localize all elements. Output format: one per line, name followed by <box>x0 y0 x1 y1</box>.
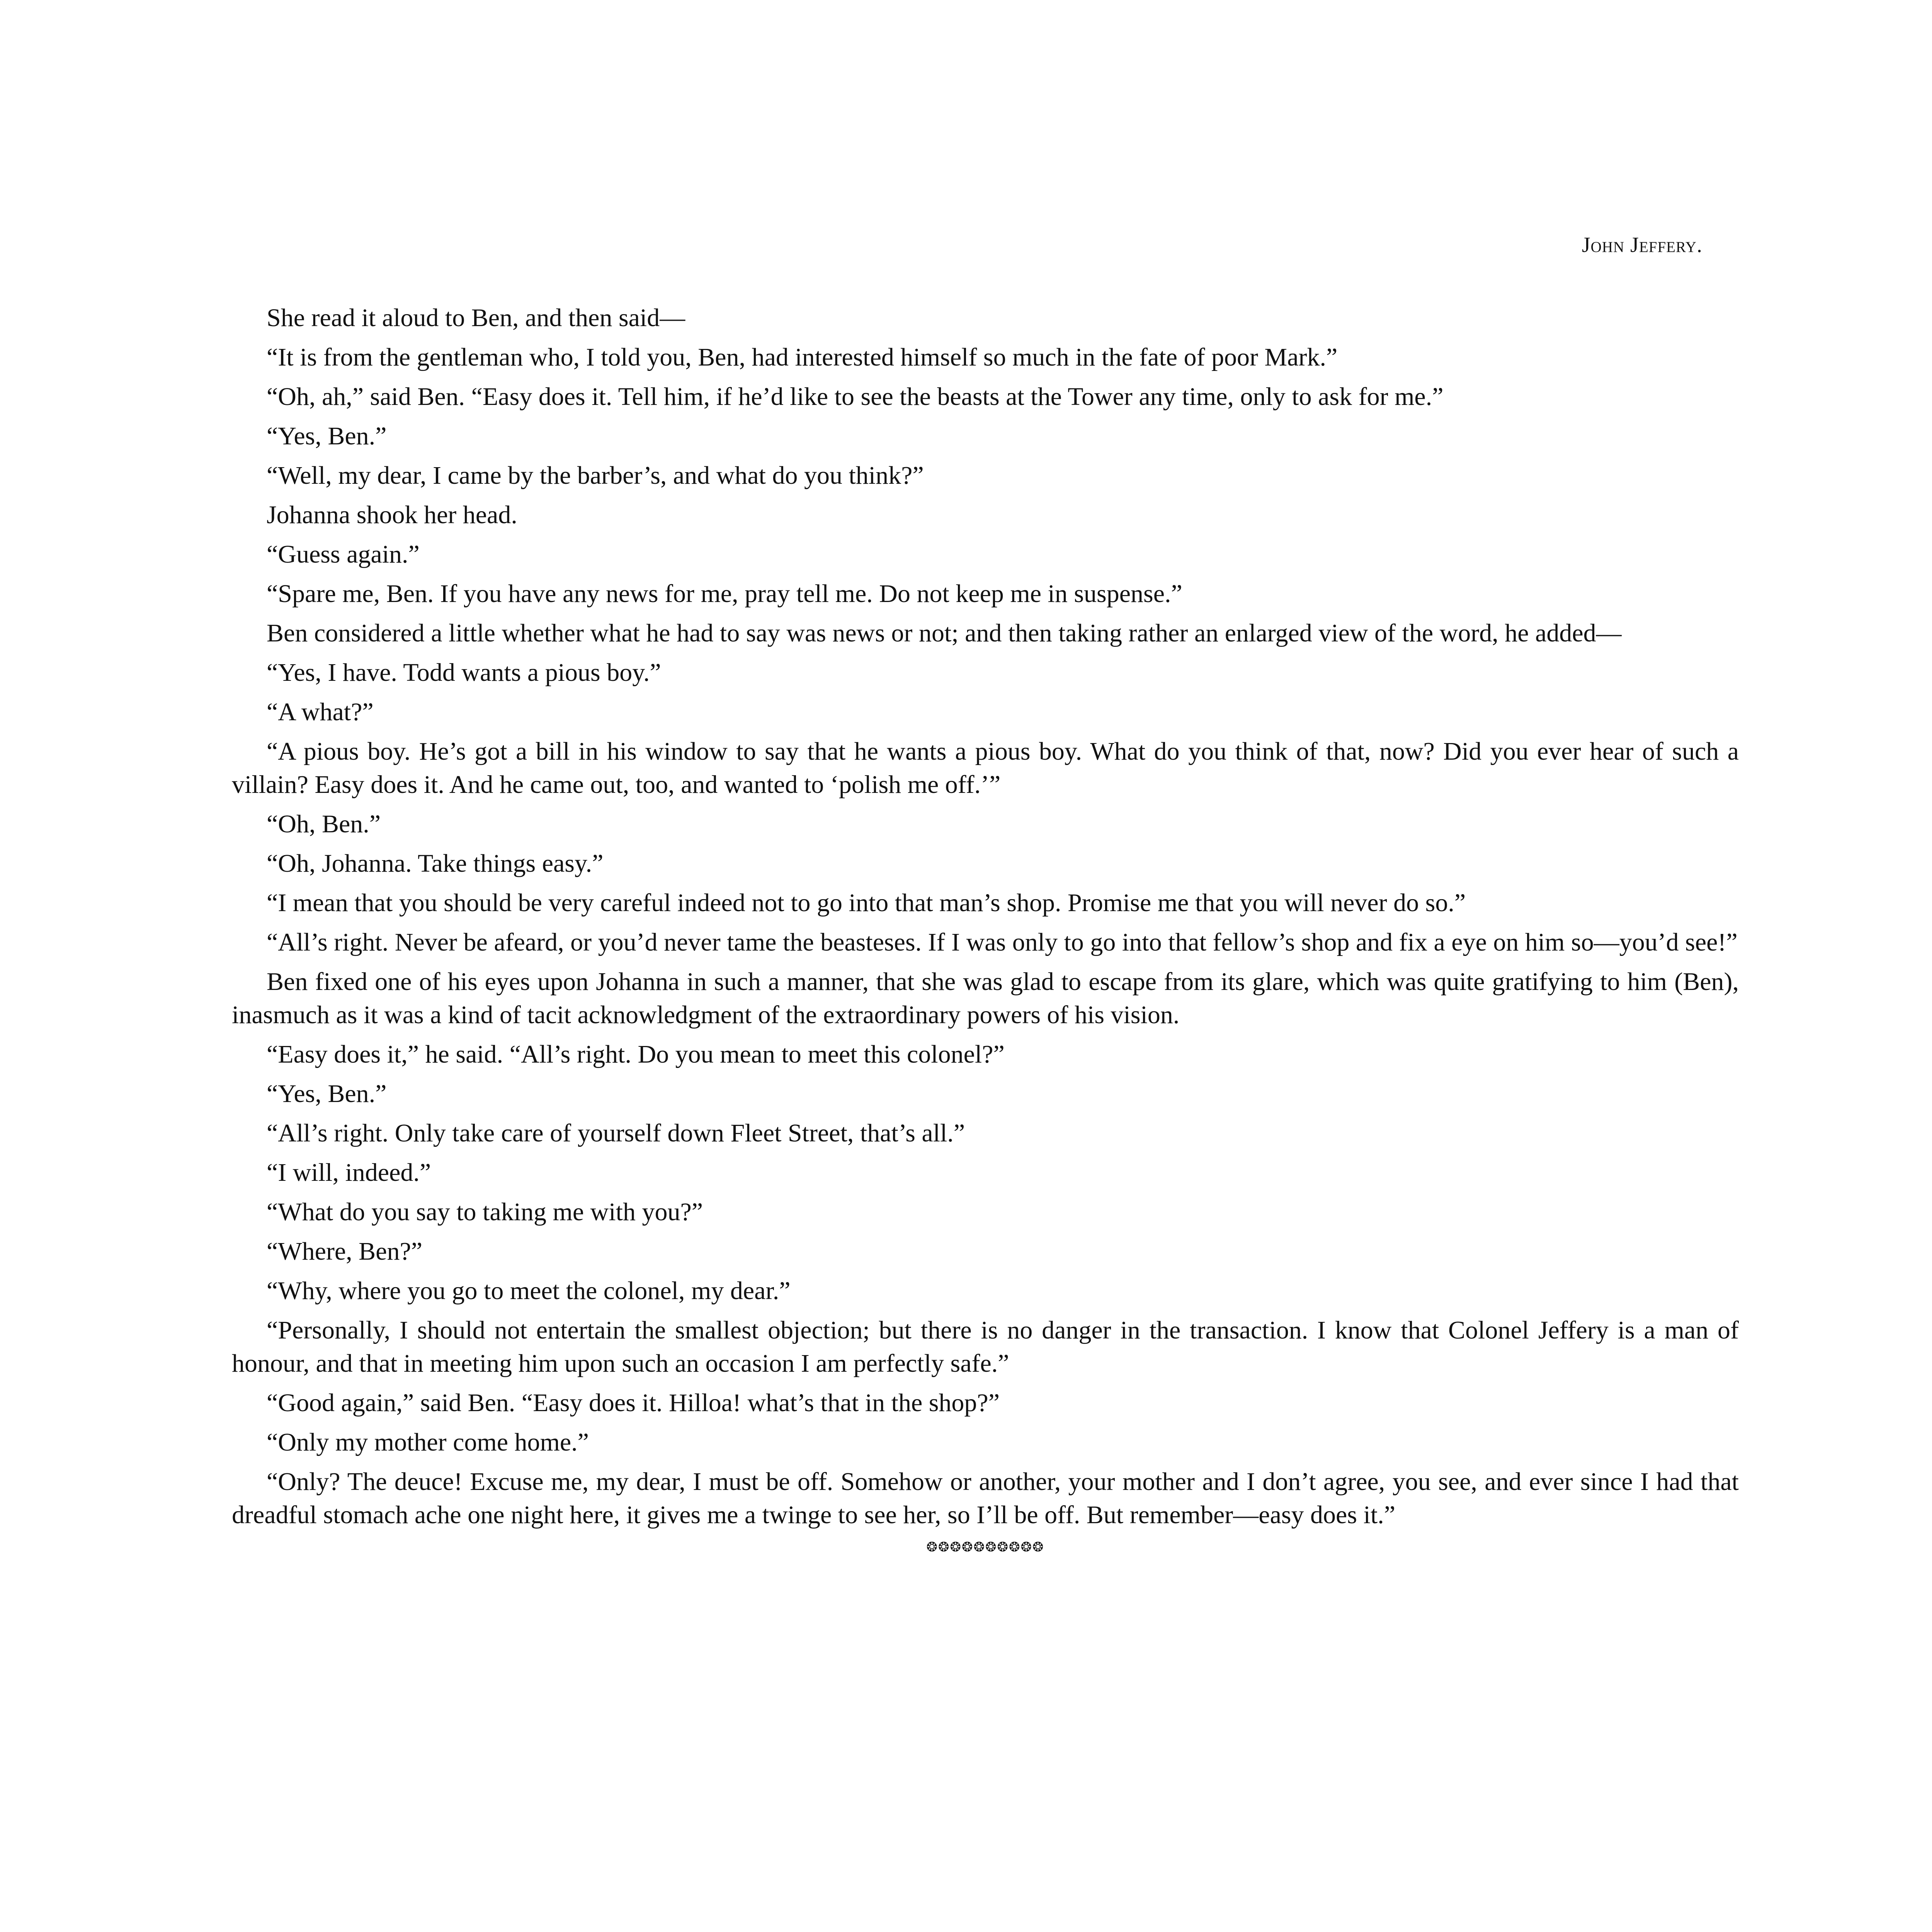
paragraph: “Good again,” said Ben. “Easy does it. Hilloa! what’s that in the shop?” <box>267 1389 1000 1417</box>
paragraph: “Oh, ah,” said Ben. “Easy does it. Tell him, if he’d like to see the beasts at the Tower any time, only to ask for me.” <box>267 383 1444 411</box>
paragraph: “I mean that you should be very careful indeed not to go into that man’s shop. Promise me that you will never do so.” <box>267 889 1466 917</box>
paragraph: “Where, Ben?” <box>267 1237 423 1265</box>
paragraph: “Oh, Johanna. Take things easy.” <box>267 849 604 878</box>
paragraph: Johanna shook her head. <box>267 501 517 529</box>
paragraph: “Only my mother come home.” <box>267 1428 589 1456</box>
paragraph: “Yes, Ben.” <box>267 1080 387 1108</box>
running-title: John Jeffery. <box>1582 233 1702 257</box>
paragraph: Ben considered a little whether what he had to say was news or not; and then taking rather an enlarged view of the word, he added— <box>267 619 1622 647</box>
paragraph: “Easy does it,” he said. “All’s right. Do you mean to meet this colonel?” <box>267 1040 1005 1068</box>
paragraph: “Personally, I should not entertain the smallest objection; but there is no danger in the transaction. I know that Colonel Jeffery is a man of honour, and that in meeting him upon such an occasion I am perfectly safe.” <box>232 1316 1739 1378</box>
paragraph: “A what?” <box>267 698 374 726</box>
paragraph: “It is from the gentleman who, I told you, Ben, had interested himself so much in the fate of poor Mark.” <box>267 343 1338 371</box>
paragraph: “Well, my dear, I came by the barber’s, and what do you think?” <box>267 461 924 490</box>
paragraph: “Only? The deuce! Excuse me, my dear, I must be off. Somehow or another, your mother and I don’t agree, you see, and ever since I had that dreadful stomach ache one night here, it gives me a twinge to see her, so I’ll be off. But remember—easy does it.” <box>232 1468 1739 1529</box>
paragraph: “All’s right. Only take care of yourself down Fleet Street, that’s all.” <box>267 1119 965 1147</box>
paragraph: Ben fixed one of his eyes upon Johanna in such a manner, that she was glad to escape from its glare, which was quite gratifying to him (Ben), inasmuch as it was a kind of tacit acknowledgment of the extraordinary powers of his vision. <box>232 968 1739 1029</box>
paragraph: “I will, indeed.” <box>267 1158 431 1187</box>
paragraph: “A pious boy. He’s got a bill in his window to say that he wants a pious boy. What do you think of that, now? Did you ever hear of such a villain? Easy does it. And he came out, too, and wanted to ‘polish me off.’” <box>232 737 1739 799</box>
paragraph: “Guess again.” <box>267 540 420 568</box>
section-ornament: ❂❂❂❂❂❂❂❂❂❂ <box>926 1540 1044 1554</box>
paragraph: “Yes, I have. Todd wants a pious boy.” <box>267 658 661 687</box>
paragraph: “Why, where you go to meet the colonel, my dear.” <box>267 1277 791 1305</box>
text-body <box>232 301 1739 1557</box>
paragraph: “What do you say to taking me with you?” <box>267 1198 703 1226</box>
paragraph: “Oh, Ben.” <box>267 810 381 838</box>
paragraph: “Yes, Ben.” <box>267 422 387 450</box>
paragraph: She read it aloud to Ben, and then said— <box>267 304 685 332</box>
paragraph: “All’s right. Never be afeard, or you’d never tame the beasteses. If I was only to go into that fellow’s shop and fix a eye on him so—you’d see!” <box>267 928 1738 956</box>
paragraph: “Spare me, Ben. If you have any news for me, pray tell me. Do not keep me in suspense.” <box>267 580 1182 608</box>
